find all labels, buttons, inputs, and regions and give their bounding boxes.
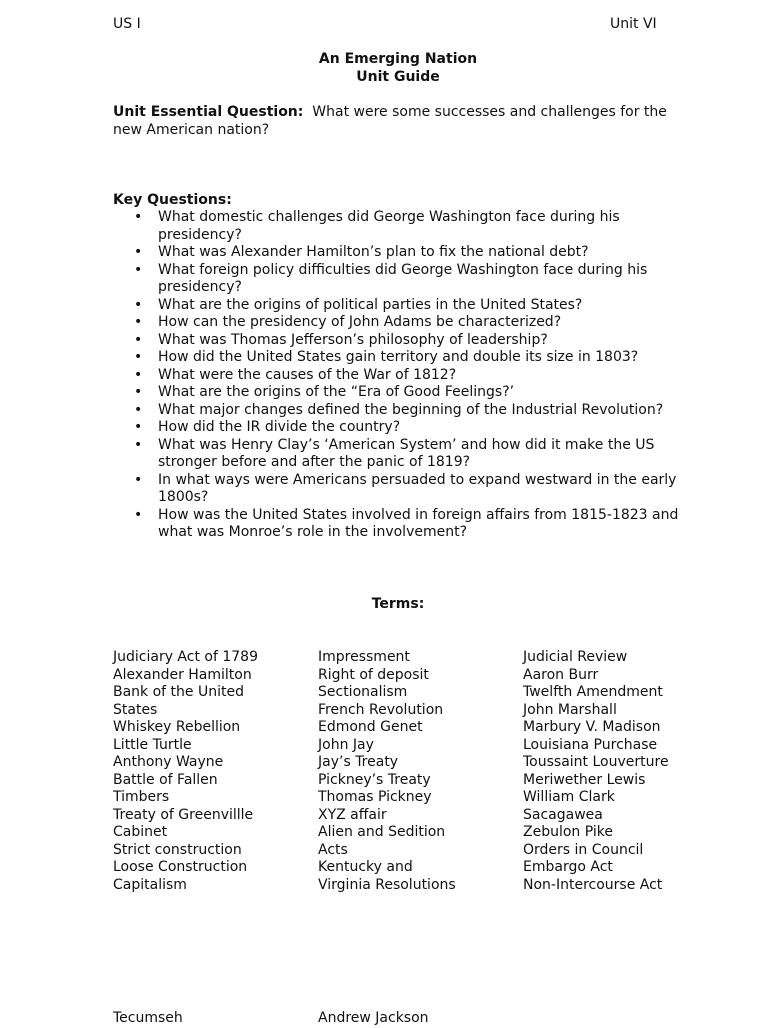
term-item: Battle of Fallen <box>113 771 218 788</box>
term-item: Orders in Council <box>523 841 644 858</box>
term-item: Sectionalism <box>318 684 408 700</box>
header-course: US I <box>113 16 141 32</box>
term-item: Zebulon Pike <box>523 824 613 840</box>
term-item: Capitalism <box>113 876 187 893</box>
term-item: Thomas Pickney <box>318 789 432 805</box>
bullet-icon: • <box>134 401 143 418</box>
title-line-1: An Emerging Nation <box>318 51 478 67</box>
bullet-icon: • <box>134 506 143 523</box>
key-question-item <box>113 349 683 367</box>
bullet-icon: • <box>134 384 143 400</box>
essential-question-text: What were some successes and challenges for the new American nation? <box>113 104 672 138</box>
key-question-item <box>113 332 683 350</box>
page-title <box>113 51 683 86</box>
key-question-item <box>113 314 683 332</box>
key-questions-list <box>113 209 683 542</box>
term-item: Acts <box>318 841 348 858</box>
term-item: Whiskey Rebellion <box>113 719 241 735</box>
key-question-item <box>113 507 683 542</box>
term-item: Alien and Sedition <box>318 824 446 840</box>
key-question-text: What are the origins of the “Era of Good Feelings?’ <box>158 384 515 400</box>
terms-column-3 <box>523 649 723 894</box>
key-question-item <box>113 367 683 385</box>
key-question-text: What was Thomas Jefferson’s philosophy of leadership? <box>158 331 548 348</box>
key-question-item <box>113 244 683 262</box>
bullet-icon: • <box>134 314 143 330</box>
essential-question <box>113 104 688 139</box>
key-question-item <box>113 209 683 244</box>
key-question-item <box>113 419 683 437</box>
term-item: French Revolution <box>318 701 444 718</box>
term-item: Toussaint Louverture <box>523 754 669 770</box>
term-item: Embargo Act <box>523 859 613 875</box>
key-question-text: How did the United States gain territory and double its size in 1803? <box>158 349 639 365</box>
title-line-2: Unit Guide <box>356 68 440 85</box>
key-question-item <box>113 384 683 402</box>
bullet-icon: • <box>134 209 143 225</box>
bullet-icon: • <box>134 349 143 365</box>
key-question-item <box>113 297 683 315</box>
key-question-text: What was Alexander Hamilton’s plan to fix the national debt? <box>158 244 589 260</box>
key-question-item <box>113 402 683 420</box>
term-item: John Jay <box>318 736 374 753</box>
term-item: Meriwether Lewis <box>523 771 646 788</box>
key-question-text: What are the origins of political parties in the United States? <box>158 296 583 313</box>
terms-column-2 <box>318 649 513 894</box>
bullet-icon: • <box>134 366 143 383</box>
key-question-item <box>113 437 683 472</box>
term-item: States <box>113 701 158 718</box>
key-question-text: How did the IR divide the country? <box>158 419 401 435</box>
essential-question-label: Unit Essential Question: <box>113 104 304 120</box>
term-item: Cabinet <box>113 824 168 840</box>
term-item: William Clark <box>523 789 615 805</box>
key-question-item <box>113 472 683 507</box>
terms-column-1 <box>113 649 308 894</box>
term-item: Sacagawea <box>523 806 603 823</box>
bullet-icon: • <box>134 471 143 488</box>
key-question-text: What was Henry Clay’s ‘American System’ and how did it make the US stronger before and after the panic of 1819? <box>158 436 655 470</box>
term-item: Treaty of Greenvillle <box>113 806 254 823</box>
bullet-icon: • <box>134 244 143 260</box>
term-item: Edmond Genet <box>318 719 423 735</box>
bullet-icon: • <box>134 436 143 453</box>
key-questions-heading: Key Questions: <box>113 192 232 208</box>
term-item: Alexander Hamilton <box>113 666 252 683</box>
term-item: John Marshall <box>523 701 617 718</box>
term-item: Loose Construction <box>113 859 248 875</box>
term-item: Non-Intercourse Act <box>523 876 663 893</box>
term-item: Impressment <box>318 649 410 665</box>
bullet-icon: • <box>134 419 143 435</box>
bullet-icon: • <box>134 296 143 313</box>
term-item: Twelfth Amendment <box>523 684 663 700</box>
term-bottom-1: Tecumseh <box>113 1010 183 1026</box>
term-item: Little Turtle <box>113 736 192 753</box>
term-item: Judicial Review <box>523 649 628 665</box>
key-question-text: How can the presidency of John Adams be characterized? <box>158 314 562 330</box>
key-question-text: What domestic challenges did George Washington face during his presidency? <box>158 209 620 243</box>
term-item: Anthony Wayne <box>113 754 224 770</box>
term-item: XYZ affair <box>318 806 387 823</box>
term-item: Jay’s Treaty <box>318 754 399 770</box>
key-question-text: How was the United States involved in foreign affairs from 1815-1823 and what was Monroe’s role in the involvement? <box>158 506 679 540</box>
term-bottom-2: Andrew Jackson <box>318 1010 429 1026</box>
bullet-icon: • <box>134 261 143 278</box>
term-item: Judiciary Act of 1789 <box>113 649 258 665</box>
term-item: Timbers <box>113 789 170 805</box>
key-question-text: What were the causes of the War of 1812? <box>158 366 457 383</box>
bullet-icon: • <box>134 331 143 348</box>
term-item: Strict construction <box>113 841 242 858</box>
term-item: Aaron Burr <box>523 666 599 683</box>
term-item: Virginia Resolutions <box>318 876 456 893</box>
term-item: Pickney’s Treaty <box>318 771 431 788</box>
terms-heading: Terms: <box>371 596 425 612</box>
key-question-item <box>113 262 683 297</box>
key-question-text: In what ways were Americans persuaded to expand westward in the early 1800s? <box>158 471 677 505</box>
term-item: Bank of the United <box>113 684 244 700</box>
header-unit: Unit VI <box>610 16 657 32</box>
term-item: Marbury V. Madison <box>523 719 661 735</box>
term-item: Kentucky and <box>318 859 413 875</box>
key-question-text: What foreign policy difficulties did George Washington face during his presidency? <box>158 261 648 295</box>
term-item: Louisiana Purchase <box>523 736 658 753</box>
term-item: Right of deposit <box>318 666 429 683</box>
key-question-text: What major changes defined the beginning of the Industrial Revolution? <box>158 401 664 418</box>
